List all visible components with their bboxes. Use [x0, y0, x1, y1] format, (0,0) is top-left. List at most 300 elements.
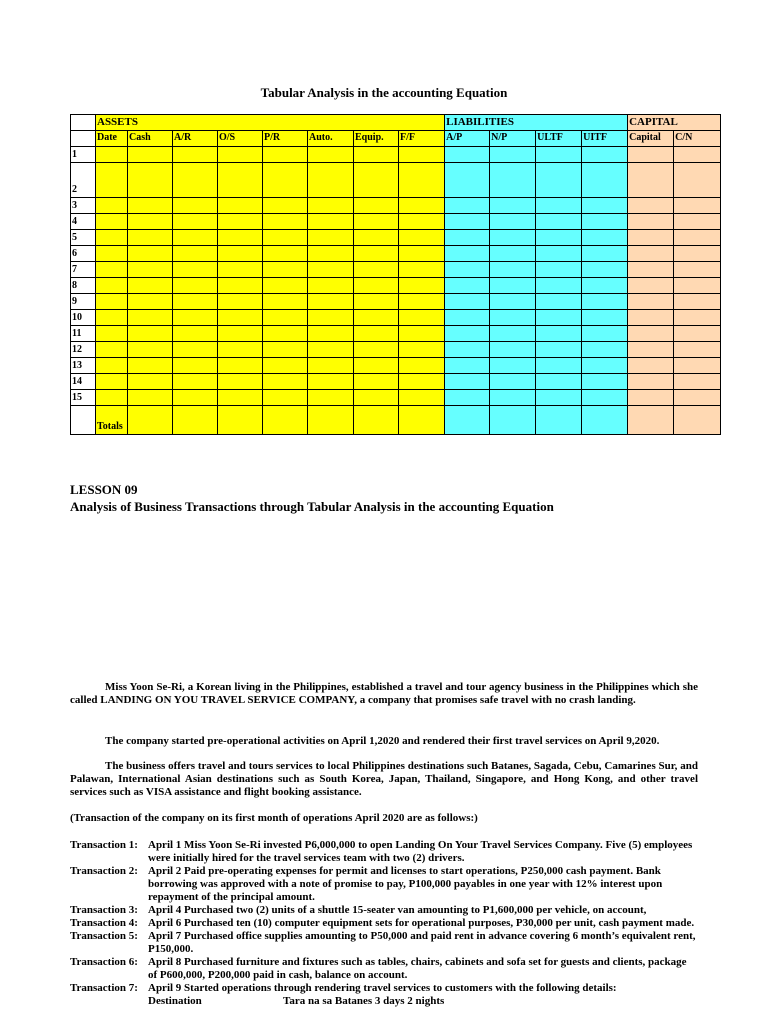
- table-cell: [218, 198, 263, 214]
- table-cell: [536, 163, 582, 198]
- table-cell: [218, 163, 263, 198]
- destination-value: Tara na sa Batanes 3 days 2 nights: [283, 995, 445, 1007]
- table-cell: [628, 163, 674, 198]
- table-cell: [354, 326, 399, 342]
- table-cell: [218, 406, 263, 435]
- transaction-text: April 4 Purchased two (2) units of a shuttle 15-seater van amounting to P1,600,000 per vehicle, on account,: [148, 904, 647, 916]
- row-number: 12: [71, 342, 96, 358]
- column-header: F/F: [399, 131, 445, 147]
- row-number: 3: [71, 198, 96, 214]
- table-cell: [308, 278, 354, 294]
- table-cell: [128, 390, 173, 406]
- table-cell: [490, 294, 536, 310]
- column-header: C/N: [674, 131, 721, 147]
- transaction-list: [70, 839, 698, 1008]
- table-cell: [263, 406, 308, 435]
- table-cell: [582, 310, 628, 326]
- table-cell: [218, 262, 263, 278]
- table-cell: [263, 390, 308, 406]
- transaction-row: [71, 246, 721, 262]
- table-cell: [399, 406, 445, 435]
- row-number: 14: [71, 374, 96, 390]
- section-header-row: [71, 115, 721, 131]
- page-title: Tabular Analysis in the accounting Equation: [260, 85, 508, 100]
- table-cell: [674, 358, 721, 374]
- table-cell: [308, 374, 354, 390]
- table-cell: [263, 358, 308, 374]
- table-cell: [399, 198, 445, 214]
- transaction-text: April 9 Started operations through rendering travel services to customers with the following details:: [148, 982, 617, 994]
- transaction-label: Transaction 7:: [70, 982, 138, 994]
- table-cell: [536, 262, 582, 278]
- column-header: Auto.: [308, 131, 354, 147]
- table-cell: [674, 310, 721, 326]
- table-cell: [308, 246, 354, 262]
- table-cell: [399, 374, 445, 390]
- table-cell: [128, 342, 173, 358]
- totals-row: [71, 406, 721, 435]
- row-number: 7: [71, 262, 96, 278]
- column-header: Cash: [128, 131, 173, 147]
- transaction-row: [71, 374, 721, 390]
- table-cell: [354, 214, 399, 230]
- table-cell: [628, 374, 674, 390]
- table-cell: [218, 358, 263, 374]
- table-cell: [536, 147, 582, 163]
- table-cell: [674, 214, 721, 230]
- row-number: 9: [71, 294, 96, 310]
- transaction-item: [70, 982, 698, 995]
- table-cell: [218, 310, 263, 326]
- transaction-item: [70, 956, 698, 982]
- table-cell: [128, 198, 173, 214]
- transaction-row: [71, 147, 721, 163]
- table-cell: [582, 147, 628, 163]
- table-cell: [173, 342, 218, 358]
- transaction-row: [71, 214, 721, 230]
- column-header: ULTF: [536, 131, 582, 147]
- table-cell: [308, 310, 354, 326]
- table-cell: [308, 230, 354, 246]
- table-cell: [308, 358, 354, 374]
- table-cell: [399, 214, 445, 230]
- table-cell: [536, 406, 582, 435]
- table-cell: [173, 163, 218, 198]
- transaction-row: [71, 230, 721, 246]
- transaction-text: April 1 Miss Yoon Se-Ri invested P6,000,000 to open Landing On Your Travel Services Company. Five (5) employees were initially hired for the travel services team with two (2) drivers.: [148, 839, 693, 864]
- table-cell: [354, 278, 399, 294]
- table-cell: [308, 147, 354, 163]
- table-cell: [536, 246, 582, 262]
- table-cell: [399, 342, 445, 358]
- table-cell: [445, 374, 490, 390]
- table-cell: [490, 230, 536, 246]
- table-cell: [490, 342, 536, 358]
- table-cell: [582, 214, 628, 230]
- column-header: A/P: [445, 131, 490, 147]
- table-cell: [674, 230, 721, 246]
- table-cell: [173, 358, 218, 374]
- intro-paragraph: [70, 681, 698, 707]
- transaction-text: April 7 Purchased office supplies amounting to P50,000 and paid rent in advance covering 6 month’s equivalent rent, P150,000.: [148, 930, 696, 955]
- table-cell: [308, 342, 354, 358]
- table-cell: [128, 262, 173, 278]
- table-cell: [490, 214, 536, 230]
- table-cell: [218, 294, 263, 310]
- table-cell: [96, 278, 128, 294]
- transaction-item: [70, 917, 698, 930]
- table-cell: [96, 294, 128, 310]
- row-number: 11: [71, 326, 96, 342]
- column-header: O/S: [218, 131, 263, 147]
- table-cell: [490, 278, 536, 294]
- column-header-row: [71, 131, 721, 147]
- table-cell: [445, 310, 490, 326]
- transaction-row: [71, 262, 721, 278]
- table-cell: [96, 230, 128, 246]
- table-cell: [628, 326, 674, 342]
- table-cell: [128, 246, 173, 262]
- row-number: 13: [71, 358, 96, 374]
- table-cell: [582, 342, 628, 358]
- table-cell: [173, 278, 218, 294]
- table-cell: [490, 374, 536, 390]
- table-cell: [263, 246, 308, 262]
- transaction-row: [71, 294, 721, 310]
- table-cell: [308, 406, 354, 435]
- table-cell: [173, 326, 218, 342]
- table-cell: [628, 294, 674, 310]
- column-header: Equip.: [354, 131, 399, 147]
- table-cell: [399, 294, 445, 310]
- lesson-header: [70, 481, 554, 515]
- row-number: 1: [71, 147, 96, 163]
- table-cell: [218, 230, 263, 246]
- table-cell: [173, 390, 218, 406]
- table-cell: [445, 147, 490, 163]
- table-cell: [582, 358, 628, 374]
- table-cell: [354, 262, 399, 278]
- table-cell: [308, 294, 354, 310]
- table-cell: [96, 262, 128, 278]
- table-cell: [445, 163, 490, 198]
- table-cell: [536, 358, 582, 374]
- table-cell: [674, 246, 721, 262]
- row-number: 5: [71, 230, 96, 246]
- table-cell: [490, 390, 536, 406]
- table-cell: [490, 246, 536, 262]
- table-cell: [490, 310, 536, 326]
- table-cell: [536, 198, 582, 214]
- table-cell: [173, 262, 218, 278]
- table-cell: [674, 390, 721, 406]
- capital-section-label: CAPITAL: [628, 115, 721, 131]
- table-cell: [628, 278, 674, 294]
- table-cell: [582, 163, 628, 198]
- table-cell: [674, 147, 721, 163]
- row-number: 6: [71, 246, 96, 262]
- table-cell: [263, 147, 308, 163]
- table-cell: [445, 278, 490, 294]
- table-cell: [628, 198, 674, 214]
- table-cell: [128, 230, 173, 246]
- table-cell: [628, 246, 674, 262]
- table-cell: [628, 262, 674, 278]
- transaction-label: Transaction 3:: [70, 904, 138, 916]
- table-cell: [96, 310, 128, 326]
- table-cell: [218, 326, 263, 342]
- table-cell: [96, 342, 128, 358]
- table-cell: [674, 342, 721, 358]
- table-cell: [354, 163, 399, 198]
- table-cell: [218, 147, 263, 163]
- table-cell: [445, 390, 490, 406]
- table-cell: [445, 358, 490, 374]
- table-cell: [536, 310, 582, 326]
- table-cell: [445, 406, 490, 435]
- table-cell: [263, 278, 308, 294]
- table-cell: [582, 278, 628, 294]
- table-cell: [218, 374, 263, 390]
- table-cell: [96, 326, 128, 342]
- table-cell: [263, 374, 308, 390]
- table-cell: [308, 163, 354, 198]
- table-cell: [354, 310, 399, 326]
- transaction-row: [71, 342, 721, 358]
- row-number: 8: [71, 278, 96, 294]
- table-cell: [536, 374, 582, 390]
- table-cell: [582, 198, 628, 214]
- table-cell: [354, 390, 399, 406]
- transaction-row: [71, 278, 721, 294]
- table-cell: [628, 310, 674, 326]
- table-cell: [96, 246, 128, 262]
- transaction-row: [71, 310, 721, 326]
- table-cell: [96, 147, 128, 163]
- table-cell: [218, 390, 263, 406]
- table-cell: [399, 163, 445, 198]
- transaction-item: [70, 839, 698, 865]
- row-number: 4: [71, 214, 96, 230]
- table-cell: [445, 342, 490, 358]
- transaction-label: Transaction 1:: [70, 839, 138, 851]
- table-cell: [128, 358, 173, 374]
- table-cell: [674, 198, 721, 214]
- table-cell: [308, 390, 354, 406]
- table-cell: [628, 147, 674, 163]
- table-cell: [173, 406, 218, 435]
- paragraph: The business offers travel and tours services to local Philippines destinations such Batanes, Sagada, Cebu, Camarines Sur, and Palawan, International Asian destinations such as South Korea, Japan, Thailand, Singapore, and Hong Kong, and other travel services such as VISA assistance and flight booking assistance.: [70, 760, 698, 798]
- table-cell: [354, 342, 399, 358]
- table-cell: [263, 198, 308, 214]
- table-cell: [582, 326, 628, 342]
- paragraph: The company started pre-operational activities on April 1,2020 and rendered their first travel services on April 9,2020.: [105, 735, 660, 747]
- transaction-text: April 8 Purchased furniture and fixtures such as tables, chairs, cabinets and sofa set for guests and clients, package of P600,000, P200,000 paid in cash, balance on account.: [148, 956, 687, 981]
- table-cell: [536, 214, 582, 230]
- table-cell: [674, 294, 721, 310]
- table-cell: [399, 246, 445, 262]
- table-cell: [582, 374, 628, 390]
- table-cell: [354, 230, 399, 246]
- transaction-text: April 6 Purchased ten (10) computer equipment sets for operational purposes, P30,000 per unit, cash payment made.: [148, 917, 695, 929]
- table-cell: [128, 163, 173, 198]
- table-cell: [582, 262, 628, 278]
- table-cell: [96, 358, 128, 374]
- table-cell: [308, 198, 354, 214]
- table-cell: [263, 163, 308, 198]
- table-cell: [674, 406, 721, 435]
- table-cell: [173, 294, 218, 310]
- transaction-text: April 2 Paid pre-operating expenses for permit and licenses to start operations, P250,000 cash payment. Bank borrowing was approved with a note of promise to pay, P100,000 payables in one year with 12% interest upon repayment of the principal amount.: [148, 865, 663, 903]
- table-cell: [96, 198, 128, 214]
- transaction-label: Transaction 4:: [70, 917, 138, 929]
- table-cell: [128, 278, 173, 294]
- row-number: 10: [71, 310, 96, 326]
- table-cell: [582, 230, 628, 246]
- transaction-item: [70, 930, 698, 956]
- transaction-label: Transaction 2:: [70, 865, 138, 877]
- table-cell: [399, 230, 445, 246]
- column-header: N/P: [490, 131, 536, 147]
- table-cell: [218, 342, 263, 358]
- table-cell: [536, 278, 582, 294]
- table-cell: [628, 390, 674, 406]
- table-cell: [582, 390, 628, 406]
- column-header: P/R: [263, 131, 308, 147]
- table-cell: [308, 262, 354, 278]
- table-cell: [96, 163, 128, 198]
- table-cell: [536, 294, 582, 310]
- table-cell: [173, 310, 218, 326]
- table-cell: [308, 214, 354, 230]
- table-cell: [628, 406, 674, 435]
- column-header: UITF: [582, 131, 628, 147]
- table-cell: [128, 294, 173, 310]
- column-header: Capital: [628, 131, 674, 147]
- table-cell: [354, 374, 399, 390]
- table-cell: [536, 390, 582, 406]
- table-cell: [354, 406, 399, 435]
- tabular-analysis-table: [70, 114, 721, 435]
- table-cell: [399, 358, 445, 374]
- table-cell: [173, 230, 218, 246]
- table-cell: [628, 214, 674, 230]
- table-cell: [399, 278, 445, 294]
- row-number: 2: [71, 163, 96, 198]
- transaction-label: Transaction 5:: [70, 930, 138, 942]
- table-cell: [96, 390, 128, 406]
- table-cell: [536, 342, 582, 358]
- table-cell: [628, 358, 674, 374]
- table-cell: [582, 406, 628, 435]
- table-cell: [96, 374, 128, 390]
- table-cell: [490, 406, 536, 435]
- table-cell: [263, 326, 308, 342]
- table-cell: [263, 342, 308, 358]
- column-header: Date: [96, 131, 128, 147]
- table-cell: [445, 214, 490, 230]
- table-cell: [674, 262, 721, 278]
- destination-line: [70, 995, 698, 1008]
- table-cell: [490, 326, 536, 342]
- column-header: A/R: [173, 131, 218, 147]
- table-cell: [399, 147, 445, 163]
- table-cell: [536, 326, 582, 342]
- lesson-heading: Analysis of Business Transactions through Tabular Analysis in the accounting Equation: [70, 499, 554, 514]
- transaction-item: [70, 865, 698, 904]
- table-cell: [218, 278, 263, 294]
- table-cell: [628, 230, 674, 246]
- table-cell: [674, 278, 721, 294]
- table-cell: [628, 342, 674, 358]
- table-cell: [263, 294, 308, 310]
- table-cell: [218, 214, 263, 230]
- table-cell: [674, 326, 721, 342]
- table-cell: [490, 147, 536, 163]
- table-cell: [399, 262, 445, 278]
- table-cell: [128, 326, 173, 342]
- table-cell: [490, 262, 536, 278]
- table-cell: [218, 246, 263, 262]
- table-cell: [128, 310, 173, 326]
- table-cell: [173, 246, 218, 262]
- table-cell: [128, 214, 173, 230]
- table-cell: [71, 406, 96, 435]
- table-cell: [445, 294, 490, 310]
- lesson-number: LESSON 09: [70, 482, 138, 497]
- transaction-row: [71, 198, 721, 214]
- table-cell: [399, 310, 445, 326]
- table-cell: [128, 147, 173, 163]
- table-cell: [674, 374, 721, 390]
- paragraph: Miss Yoon Se-Ri, a Korean living in the Philippines, established a travel and tour agency business in the Philippines which she called LANDING ON YOU TRAVEL SERVICE COMPANY, a company that promises safe travel with no crash landing.: [70, 681, 698, 706]
- transactions-intro: (Transaction of the company on its first month of operations April 2020 are as follows:): [70, 812, 478, 824]
- table-cell: [263, 214, 308, 230]
- table-cell: [128, 374, 173, 390]
- table-cell: [354, 358, 399, 374]
- liabilities-section-label: LIABILITIES: [445, 115, 628, 131]
- table-cell: [173, 147, 218, 163]
- table-cell: [582, 294, 628, 310]
- table-cell: [399, 390, 445, 406]
- table-cell: [490, 163, 536, 198]
- transaction-row: [71, 390, 721, 406]
- table-cell: [354, 147, 399, 163]
- transaction-row: [71, 358, 721, 374]
- table-cell: [128, 406, 173, 435]
- table-cell: [674, 163, 721, 198]
- table-cell: [445, 198, 490, 214]
- row-number: 15: [71, 390, 96, 406]
- table-cell: [536, 230, 582, 246]
- table-cell: [399, 326, 445, 342]
- table-cell: [582, 246, 628, 262]
- table-cell: [445, 230, 490, 246]
- table-cell: [173, 214, 218, 230]
- table-cell: [490, 198, 536, 214]
- totals-label: Totals: [96, 406, 128, 435]
- table-cell: [173, 198, 218, 214]
- table-cell: [354, 246, 399, 262]
- table-cell: [445, 262, 490, 278]
- table-cell: [354, 294, 399, 310]
- table-cell: [263, 262, 308, 278]
- table-cell: [173, 374, 218, 390]
- table-cell: [263, 310, 308, 326]
- destination-label: Destination: [148, 995, 202, 1007]
- table-cell: [263, 230, 308, 246]
- table-cell: [354, 198, 399, 214]
